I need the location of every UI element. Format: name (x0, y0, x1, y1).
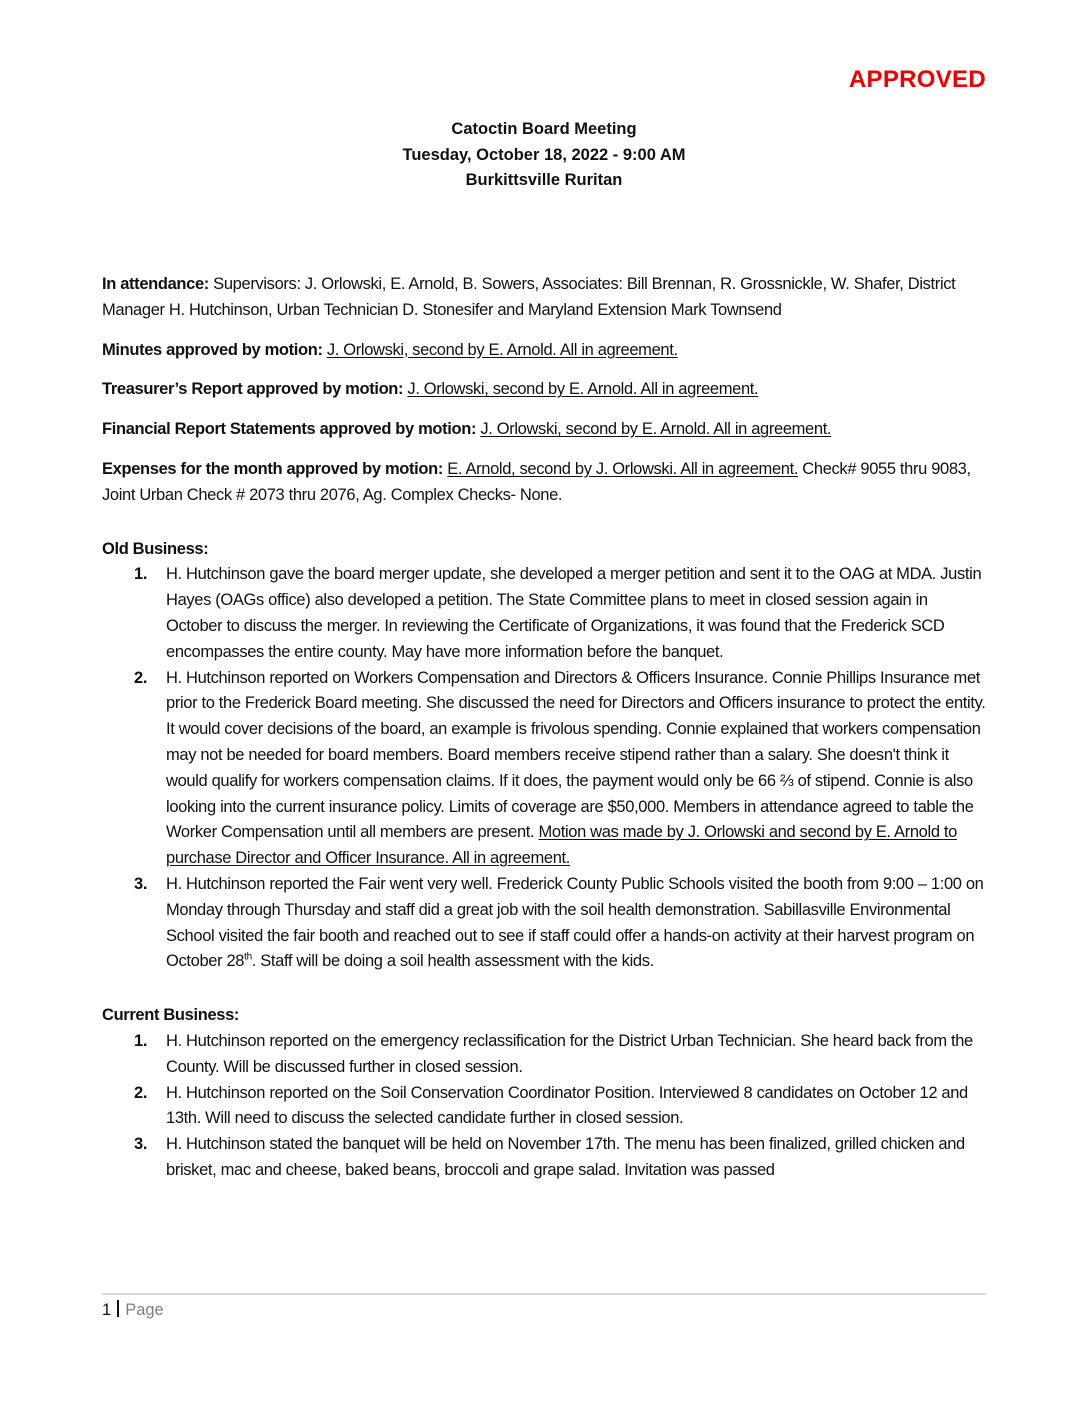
motion-result: E. Arnold, second by J. Orlowski. All in agreement. (447, 459, 799, 478)
motion-label: Expenses for the month approved by motion: (102, 459, 444, 478)
page-label: Page (125, 1301, 164, 1319)
item-number: 2. (134, 1083, 148, 1102)
page-number: 1 (102, 1301, 112, 1319)
page-footer (102, 1299, 164, 1321)
attendance-text: Supervisors: J. Orlowski, E. Arnold, B. Sowers, Associates: Bill Brennan, R. Grossnickle, W. Shafer, District Manager H. Hutchinson, Urban Technician D. Stonesifer and Maryland Extension Mark Townsend (102, 275, 956, 319)
attendance-paragraph (102, 272, 988, 324)
current-business-title: Current Business: (102, 1006, 240, 1025)
motion-financial-report (102, 417, 988, 443)
item-text: H. Hutchinson reported on the emergency reclassification for the District Urban Technician. She heard back from the County. Will be discussed further in closed session. (166, 1031, 973, 1076)
item-text-continued: . Staff will be doing a soil health assessment with the kids. (251, 952, 654, 971)
item-number: 2. (134, 668, 148, 687)
approved-stamp: APPROVED (848, 66, 986, 93)
list-item (102, 562, 988, 665)
list-item (102, 1132, 988, 1184)
motion-result: J. Orlowski, second by E. Arnold. All in agreement. (480, 420, 832, 439)
attendance-label: In attendance: (102, 275, 209, 293)
motion-expenses (102, 457, 988, 509)
item-text: H. Hutchinson gave the board merger update, she developed a merger petition and sent it to the OAG at MDA. Justin Hayes (OAGs office) also developed a petition. The State Committee plans to meet in closed session again in October to discuss the merger. In reviewing the Certificate of Organizations, it was found that the Frederick SCD encompasses the entire county. May have more information before the banquet. (166, 565, 982, 661)
check-numbers: Check# 9055 thru 9083, Joint Urban Check # 2073 thru 2076, Ag. Complex Checks- None. (102, 459, 971, 504)
motion-result: J. Orlowski, second by E. Arnold. All in agreement. (407, 380, 759, 399)
ordinal-suffix: th (244, 951, 252, 963)
motion-treasurers-report (102, 377, 988, 403)
item-number: 3. (134, 874, 148, 893)
item-text: H. Hutchinson stated the banquet will be held on November 17th. The menu has been finalized, grilled chicken and brisket, mac and cheese, baked beans, broccoli and grape salad. Invitation was passed (166, 1135, 965, 1179)
old-business-title: Old Business: (102, 539, 209, 558)
footer-divider (102, 1293, 986, 1295)
footer-separator (117, 1300, 119, 1317)
motion-label: Treasurer’s Report approved by motion: (102, 380, 404, 399)
item-text: H. Hutchinson reported on Workers Compensation and Directors & Officers Insurance. Connie Phillips Insurance met prior to the Frederick Board meeting. She discussed the need for Directors and Officers insurance to protect the entity. It would cover decisions of the board, an example is frivolous spending. Connie explained that workers compensation may not be needed for board members. Board members receive stipend rather than a salary. She doesn't think it would qualify for workers compensation claims. If it does, the payment would only be 66 ⅔ of stipend. Connie is also looking into the current insurance policy. Limits of coverage are $50,000. Members in attendance agreed to table the Worker Compensation until all members are present. (166, 668, 986, 842)
list-item (102, 872, 988, 975)
current-business-section (102, 1003, 988, 1184)
item-number: 1. (134, 565, 148, 584)
motion-minutes (102, 338, 988, 364)
list-item (102, 1029, 988, 1081)
item-motion: Motion was made by J. Orlowski and second by E. Arnold to purchase Director and Officer Insurance. All in agreement. (166, 823, 957, 868)
motion-label: Financial Report Statements approved by motion: (102, 420, 477, 439)
item-text: H. Hutchinson reported on the Soil Conservation Coordinator Position. Interviewed 8 candidates on October 12 and 13th. Will need to discuss the selected candidate further in closed session. (166, 1083, 968, 1128)
old-business-list (102, 562, 988, 975)
meeting-title: Catoctin Board Meeting (451, 120, 637, 138)
meeting-header (0, 117, 1088, 194)
current-business-list (102, 1029, 988, 1184)
meeting-date-time: Tuesday, October 18, 2022 - 9:00 AM (402, 145, 686, 164)
meeting-location: Burkittsville Ruritan (465, 171, 623, 189)
old-business-section (102, 537, 988, 976)
item-number: 3. (134, 1135, 148, 1154)
minutes-body (102, 272, 988, 1184)
list-item (102, 1081, 988, 1133)
list-item (102, 666, 988, 872)
item-number: 1. (134, 1031, 148, 1050)
motion-result: J. Orlowski, second by E. Arnold. All in agreement. (326, 340, 678, 359)
motion-label: Minutes approved by motion: (102, 340, 323, 359)
item-text: H. Hutchinson reported the Fair went very well. Frederick County Public Schools visited the booth from 9:00 – 1:00 on Monday through Thursday and staff did a great job with the soil health demonstration. Sabillasville Environmental School visited the fair booth and reached out to see if staff could offer a hands-on activity at their harvest program on October 28 (166, 874, 984, 971)
